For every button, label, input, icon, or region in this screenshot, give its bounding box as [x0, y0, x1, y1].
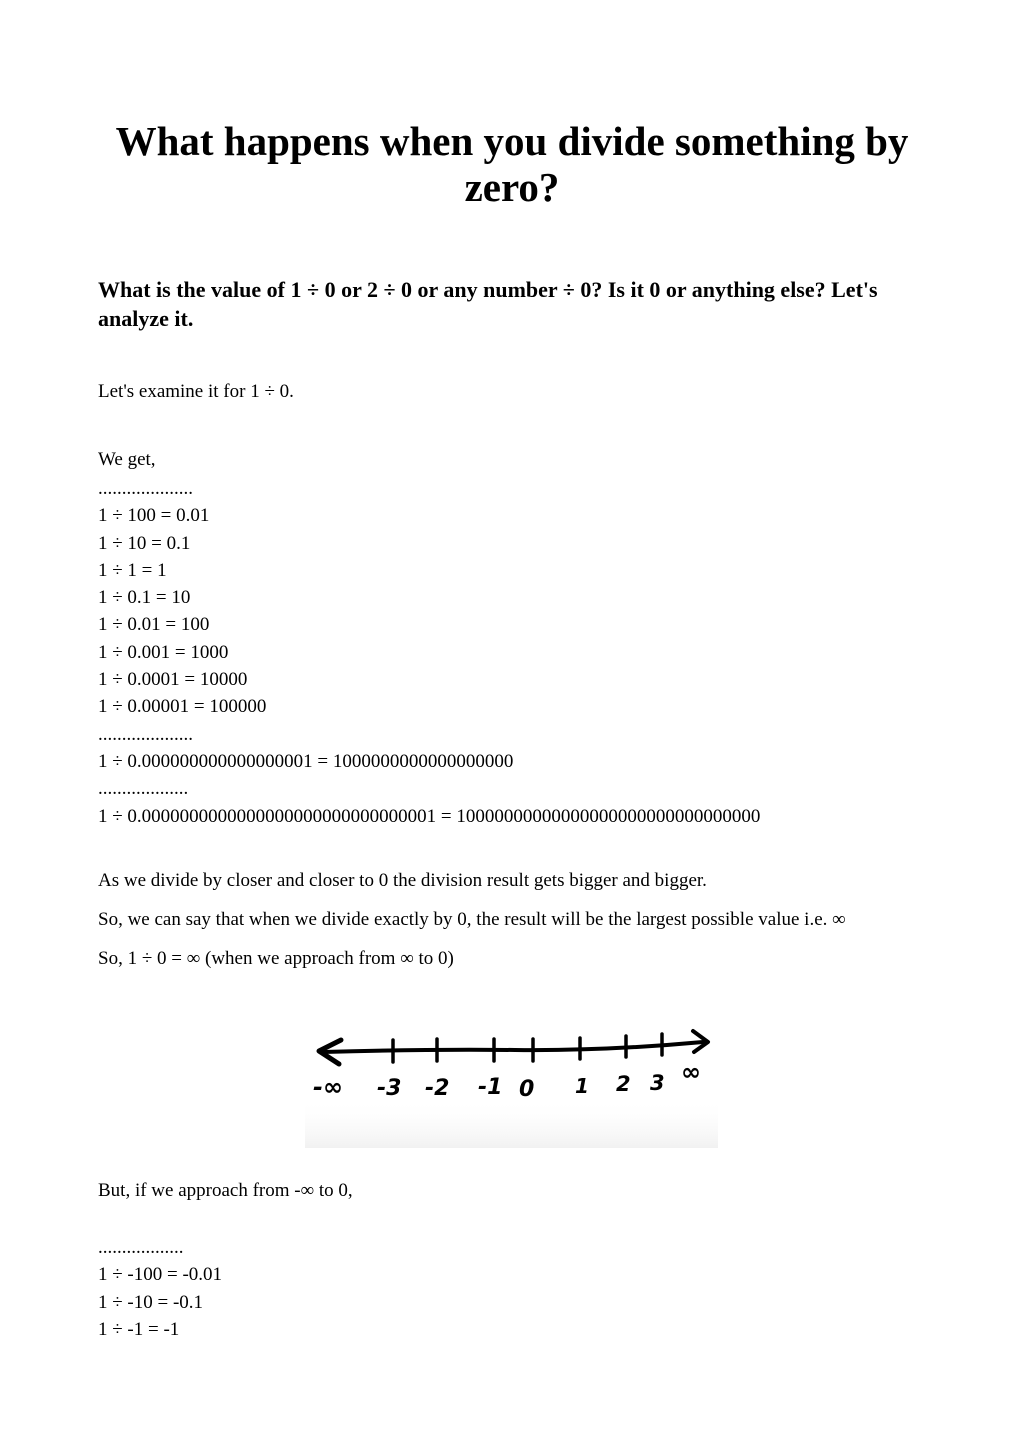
positive-division-list	[98, 475, 760, 830]
label-neg-1: -1	[478, 1075, 503, 1100]
list-item: 1 ÷ 10 = 0.1	[98, 532, 191, 554]
list-item: 1 ÷ 0.0000000000000000000000000000001 = 10000000000000000000000000000000	[98, 805, 761, 827]
list-item: 1 ÷ 0.01 = 100	[98, 614, 210, 636]
list-item: ...................	[98, 778, 189, 800]
label-one: 1	[575, 1074, 589, 1098]
label-zero: 0	[519, 1077, 535, 1102]
number-line-figure	[305, 1018, 718, 1148]
list-item: 1 ÷ 0.00001 = 100000	[98, 696, 267, 718]
list-item: 1 ÷ 1 = 1	[98, 559, 167, 581]
list-item: 1 ÷ 0.001 = 1000	[98, 641, 229, 663]
label-two: 2	[616, 1072, 631, 1096]
question-heading: What is the value of 1 ÷ 0 or 2 ÷ 0 or any number ÷ 0? Is it 0 or anything else? Let's analyze it.	[98, 277, 878, 331]
list-item: 1 ÷ -1 = -1	[98, 1318, 180, 1340]
number-line-drawing	[305, 1018, 718, 1148]
label-three: 3	[650, 1071, 665, 1095]
conclusion-text-2: So, we can say that when we divide exactly by 0, the result will be the largest possible value i.e. ∞	[98, 909, 846, 930]
list-item: ....................	[98, 723, 193, 745]
conclusion-text-3: So, 1 ÷ 0 = ∞ (when we approach from ∞ to 0)	[98, 948, 454, 969]
list-item: 1 ÷ -10 = -0.1	[98, 1291, 204, 1313]
conclusion-text-1: As we divide by closer and closer to 0 the division result gets bigger and bigger.	[98, 870, 707, 891]
list-item: 1 ÷ -100 = -0.01	[98, 1264, 223, 1286]
label-infinity: ∞	[681, 1058, 701, 1086]
list-item: 1 ÷ 0.000000000000000001 = 1000000000000000000	[98, 750, 514, 772]
list-item: ....................	[98, 478, 193, 499]
figure-shading	[305, 1098, 718, 1148]
negative-division-list	[98, 1234, 222, 1343]
intro-text: Let's examine it for 1 ÷ 0.	[98, 381, 294, 402]
list-item: 1 ÷ 0.0001 = 10000	[98, 669, 248, 691]
axis-line	[323, 1042, 703, 1052]
label-neg-3: -3	[377, 1076, 402, 1101]
list-item: 1 ÷ 0.1 = 10	[98, 587, 191, 609]
page-title: What happens when you divide something by zero?	[115, 118, 909, 210]
label-neg-2: -2	[425, 1076, 450, 1101]
list-item: ..................	[98, 1237, 184, 1258]
negative-intro-text: But, if we approach from -∞ to 0,	[98, 1180, 353, 1201]
list-item: 1 ÷ 100 = 0.01	[98, 505, 210, 527]
we-get-text: We get,	[98, 449, 156, 470]
label-neg-infinity: -∞	[313, 1073, 343, 1101]
